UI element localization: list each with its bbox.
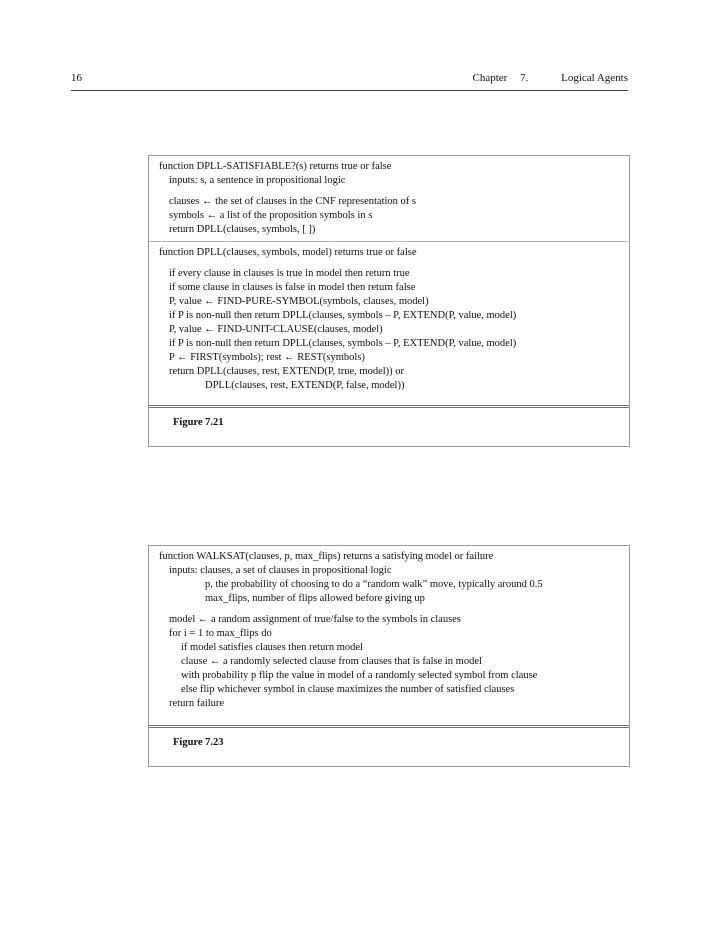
algorithm-walksat [149,546,629,711]
code-line: with probability p flip the value in model of a randomly selected symbol from clause [181,670,538,681]
code-line: DPLL(clauses, rest, EXTEND(P, false, model)) [205,380,405,391]
code-line: for i = 1 to max_flips do [169,628,272,639]
code-line: inputs: clauses, a set of clauses in propositional logic [169,565,392,576]
code-line: return failure [169,698,225,709]
section-divider [149,241,629,242]
algorithm-dpll [149,156,629,393]
code-line: clauses ← the set of clauses in the CNF representation of s [169,196,416,207]
code-line: symbols ← a list of the proposition symbols in s [169,210,373,221]
code-line: model ← a random assignment of true/false to the symbols in clauses [169,614,461,625]
figure-caption: Figure 7.21 [173,417,224,428]
code-line: inputs: s, a sentence in propositional logic [169,175,346,186]
code-line: if model satisfies clauses then return model [181,642,363,653]
code-line: P, value ← FIND-PURE-SYMBOL(symbols, clauses, model) [169,296,429,307]
chapter-number: 7. [520,72,529,84]
code-line: max_flips, number of flips allowed before giving up [205,593,425,604]
figure-7-21-box [148,155,630,447]
page-header [71,72,628,90]
chapter-title: Logical Agents [561,72,628,84]
page-number: 16 [71,72,82,84]
code-line: return DPLL(clauses, symbols, [ ]) [169,224,316,235]
figure-7-23-box [148,545,630,767]
code-line: function WALKSAT(clauses, p, max_flips) returns a satisfying model or failure [159,551,494,562]
code-line: clause ← a randomly selected clause from clauses that is false in model [181,656,482,667]
figure-caption: Figure 7.23 [173,737,224,748]
code-line: p, the probability of choosing to do a “random walk” move, typically around 0.5 [205,579,543,590]
code-line: function DPLL-SATISFIABLE?(s) returns true or false [159,161,392,172]
code-line: if every clause in clauses is true in model then return true [169,268,410,279]
code-line: function DPLL(clauses, symbols, model) returns true or false [159,247,417,258]
code-line: if P is non-null then return DPLL(clauses, symbols – P, EXTEND(P, value, model) [169,310,517,321]
code-line: if P is non-null then return DPLL(clauses, symbols – P, EXTEND(P, value, model) [169,338,517,349]
code-line: P, value ← FIND-UNIT-CLAUSE(clauses, model) [169,324,383,335]
chapter-label: Chapter [472,72,508,84]
running-head [463,72,628,84]
code-line: P ← FIRST(symbols); rest ← REST(symbols) [169,352,365,363]
code-line: if some clause in clauses is false in model then return false [169,282,416,293]
code-line: return DPLL(clauses, rest, EXTEND(P, true, model)) or [169,366,405,377]
code-line: else flip whichever symbol in clause maximizes the number of satisfied clauses [181,684,515,695]
header-rule [71,90,628,91]
